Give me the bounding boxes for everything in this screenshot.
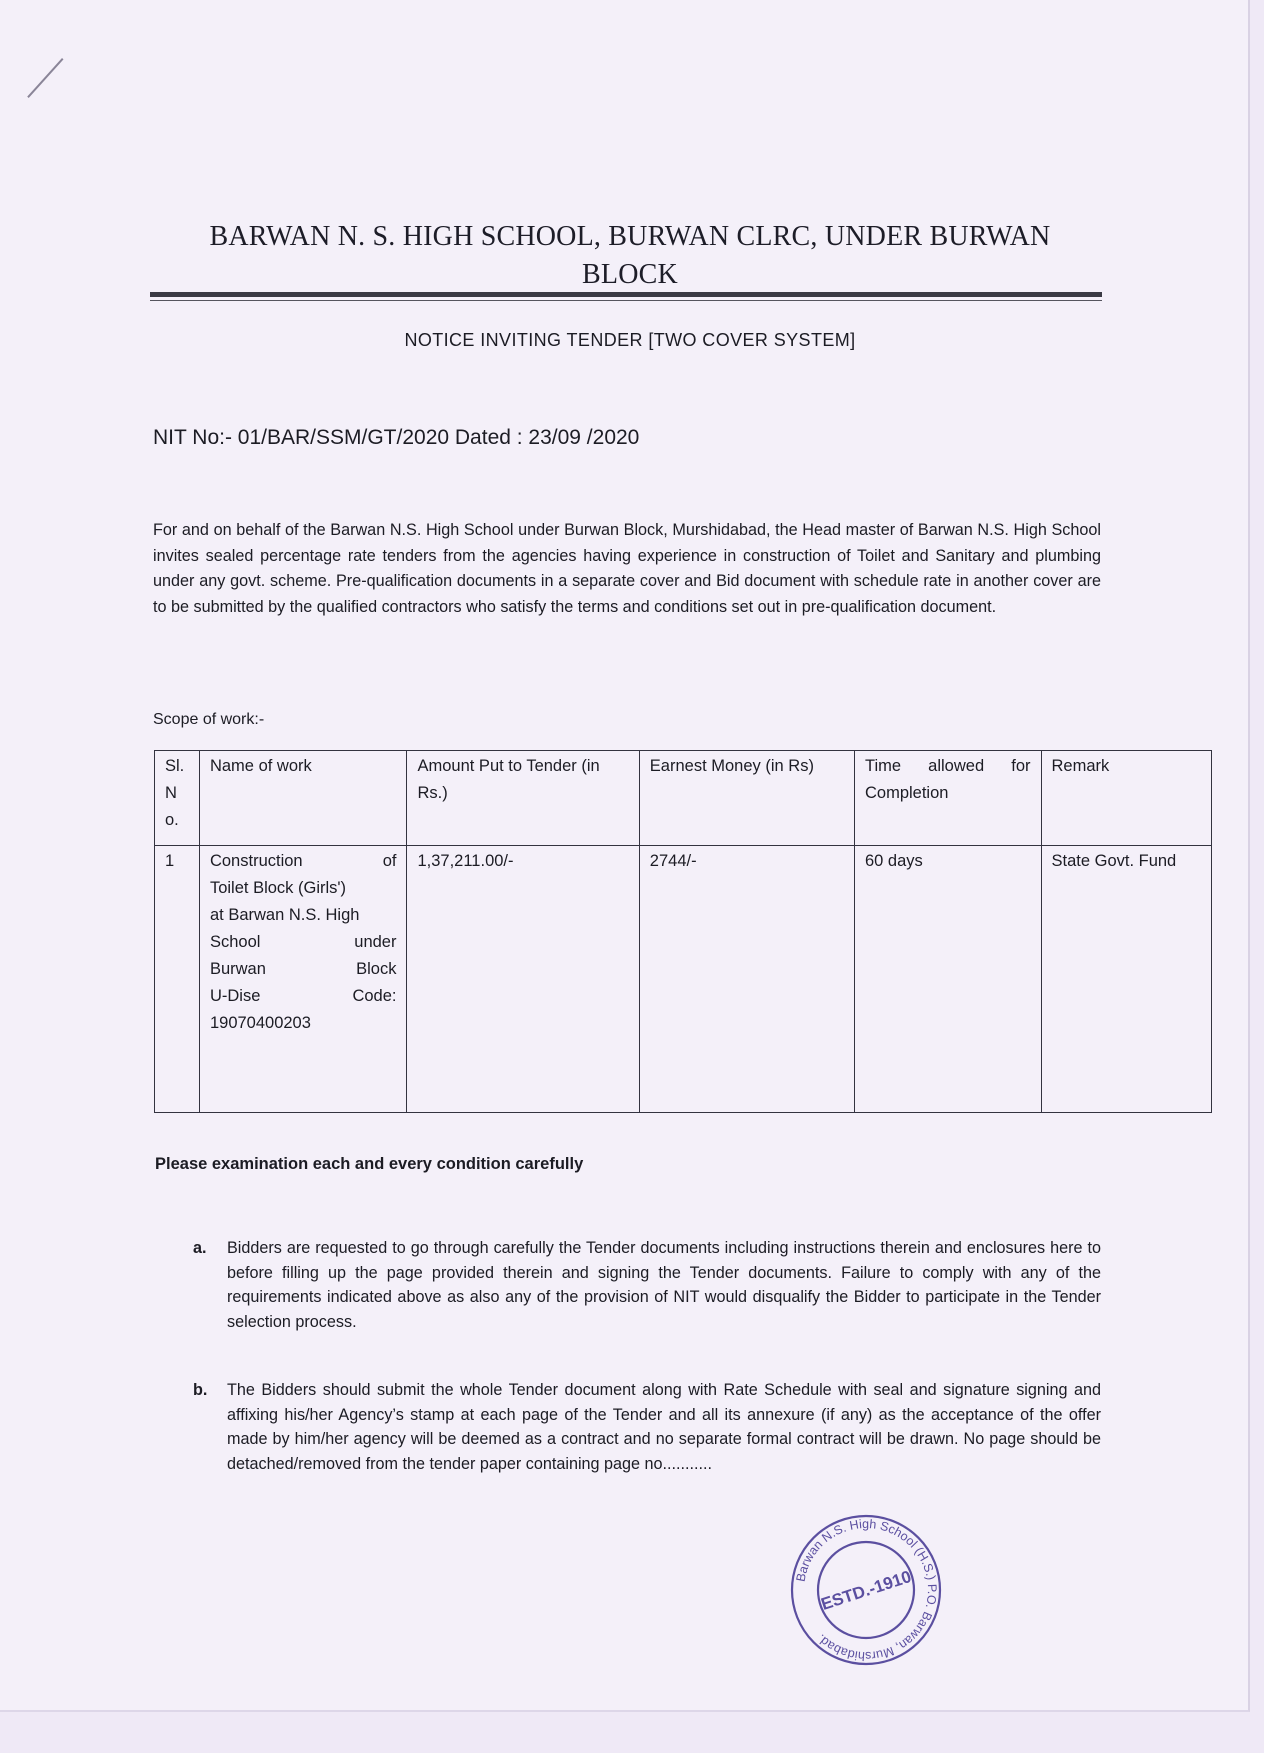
name-of-work-word: Block [356,960,397,978]
cell-earnest-money: 2744/- [639,846,854,1113]
header-amount: Amount Put to Tender (in Rs.) [407,751,639,846]
header-name-of-work: Name of work [199,751,407,846]
nit-number: NIT No:- 01/BAR/SSM/GT/2020 Dated : 23/09 /2020 [153,426,640,449]
table-row [155,846,1212,1113]
cell-amount: 1,37,211.00/- [407,846,639,1113]
scope-label: Scope of work:- [153,711,265,728]
condition-marker: b. [193,1381,208,1399]
header-sl-no [155,751,200,846]
school-seal-stamp [786,1510,946,1670]
table-header-row [155,751,1212,846]
name-of-work-word: of [382,852,397,870]
intro-paragraph: For and on behalf of the Barwan N.S. High School under Burwan Block, Murshidabad, the Head master of Barwan N.S. High School invites sealed percentage rate tenders from the agencies having experience in construction of Toilet and Sanitary and plumbing under any govt. scheme. Pre-qualification documents in a separate cover and Bid document with schedule rate in another cover are to be submitted by the qualified contractors who satisfy the terms and conditions set out in pre-qualification document. [153,521,1101,616]
document-title [150,218,1110,294]
name-of-work-line [210,1010,397,1037]
header-sl-line2: N [165,784,177,802]
name-of-work-word: Burwan [209,960,266,978]
name-of-work-word: U-Dise [209,987,261,1005]
cell-time-allowed: 60 days [854,846,1041,1113]
seal-center-text: ESTD.-1910 [818,1566,914,1614]
name-of-work-word: Construction [209,852,303,870]
title-underline-thin [150,300,1102,301]
conditions-heading: Please examination each and every condition carefully [155,1155,584,1173]
name-of-work-word: at Barwan N.S. High [209,906,360,924]
scope-of-work-table [154,750,1212,1113]
condition-item-a [193,1236,1101,1334]
name-of-work-line [210,983,397,1010]
cell-remark: State Govt. Fund [1041,846,1212,1113]
paper-scratch-mark [27,58,63,98]
name-of-work-line [210,848,397,875]
name-of-work-line [210,902,397,929]
name-of-work-word: under [354,933,397,951]
header-sl-line3: o. [165,811,179,829]
title-line-1: BARWAN N. S. HIGH SCHOOL, BURWAN CLRC, UNDER BURWAN [209,221,1051,252]
title-line-2: BLOCK [582,259,678,290]
document-subtitle: NOTICE INVITING TENDER [TWO COVER SYSTEM] [404,330,856,350]
header-time-allowed: Time allowed for Completion [854,751,1041,846]
condition-item-b [193,1378,1101,1476]
condition-marker: a. [193,1239,207,1257]
condition-text: Bidders are requested to go through carefully the Tender documents including instructions therein and enclosures here to before filling up the page provided therein and signing the Tender documents. Failure to comply with any of the requirements indicated above as also any of the provision of NIT would disqualify the Bidder to participate in the Tender selection process. [227,1239,1101,1331]
name-of-work-word: 19070400203 [209,1014,311,1032]
name-of-work-word: Code: [352,987,397,1005]
header-remark: Remark [1041,751,1212,846]
name-of-work-line [210,956,397,983]
cell-sl-no: 1 [155,846,200,1113]
name-of-work-line [210,875,397,902]
condition-text: The Bidders should submit the whole Tender document along with Rate Schedule with seal and signature signing and affixing his/her Agency’s stamp at each page of the Tender and all its annexure (if any) as the acceptance of the offer made by him/her agency will be deemed as a contract and no separate formal contract will be drawn. No page should be detached/removed from the tender paper containing page no........... [227,1381,1101,1473]
title-underline-thick [150,292,1102,297]
name-of-work-word: Toilet Block (Girls') [209,879,347,897]
name-of-work-word: School [209,933,261,951]
seal-ring-text-path: Barwan N.S. High School (H.S.) P.O. Barwan, Murshidabad. [793,1516,940,1664]
header-earnest-money: Earnest Money (in Rs) [639,751,854,846]
cell-name-of-work [199,846,407,1113]
name-of-work-line [210,929,397,956]
header-sl-line1: Sl. [165,757,185,775]
